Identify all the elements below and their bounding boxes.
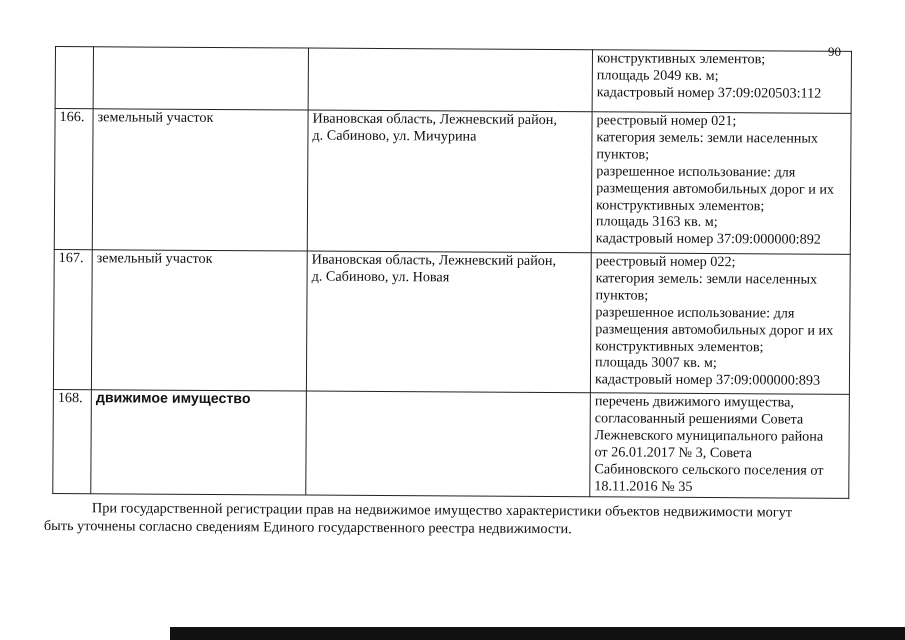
detail-line: Сабиновского сельского поселения от (594, 460, 824, 479)
scan-edge-shadow (170, 627, 905, 640)
object-details (591, 112, 851, 255)
detail-line: от 26.01.2017 № 3, Совета (594, 444, 753, 461)
detail-line: 18.11.2016 № 35 (594, 477, 693, 495)
object-name: земельный участок (92, 109, 308, 251)
detail-line: реестровый номер 022; (595, 253, 736, 271)
object-address (307, 110, 592, 253)
object-details (590, 393, 850, 499)
detail-line: разрешенное использование: для (596, 163, 796, 181)
address-line: д. Сабиново, ул. Новая (311, 268, 450, 286)
address-line: Ивановская область, Лежневский район, (311, 251, 557, 270)
table-row (53, 389, 850, 498)
detail-line: конструктивных элементов; (596, 50, 766, 68)
detail-line: пунктов; (595, 287, 649, 304)
object-details (592, 50, 851, 114)
detail-line: реестровый номер 021; (596, 112, 737, 130)
page-number: 90 (828, 44, 841, 59)
detail-line: площадь 3163 кв. м; (595, 213, 718, 231)
detail-line: согласованный решениями Совета (594, 410, 804, 428)
registration-note (44, 500, 854, 540)
detail-line: Лежневского муниципального района (594, 427, 824, 445)
detail-line: пунктов; (596, 146, 650, 163)
table-row (54, 109, 851, 255)
detail-line: площадь 2049 кв. м; (596, 67, 719, 84)
object-name (93, 47, 308, 110)
detail-line: размещения автомобильных дорог и их (595, 320, 834, 339)
detail-line: кадастровый номер 37:09:000000:892 (595, 230, 821, 249)
object-name: земельный участок (91, 250, 307, 391)
detail-line: категория земель: земли населенных (595, 270, 818, 288)
object-address (306, 391, 591, 497)
detail-line: кадастровый номер 37:09:020503:112 (596, 84, 822, 102)
table-row (55, 47, 851, 114)
detail-line: конструктивных элементов; (595, 196, 765, 214)
object-address (306, 251, 591, 393)
detail-line: категория земель: земли населенных (596, 129, 819, 147)
property-table (52, 46, 852, 499)
row-number: 166. (54, 109, 93, 250)
detail-line: площадь 3007 кв. м; (595, 354, 717, 372)
detail-line: кадастровый номер 37:09:000000:893 (594, 371, 821, 390)
note-line: При государственной регистрации прав на недвижимое имущество характеристики объектов недвижимости могут (91, 500, 793, 521)
object-name: движимое имущество (91, 390, 307, 495)
detail-line: конструктивных элементов; (595, 337, 764, 355)
table-row (53, 249, 850, 394)
row-number: 167. (53, 249, 92, 389)
note-line: быть уточнены согласно сведениям Единого государственного реестра недвижимости. (43, 517, 572, 537)
detail-line: разрешенное использование: для (595, 304, 795, 322)
row-number (55, 47, 93, 109)
detail-line: размещения автомобильных дорог и их (596, 179, 835, 198)
detail-line: перечень движимого имущества, (594, 393, 795, 411)
row-number: 168. (53, 389, 92, 493)
object-address (308, 48, 592, 112)
address-line: д. Сабиново, ул. Мичурина (312, 127, 477, 145)
object-details (590, 253, 850, 395)
address-line: Ивановская область, Лежневский район, (312, 110, 557, 129)
